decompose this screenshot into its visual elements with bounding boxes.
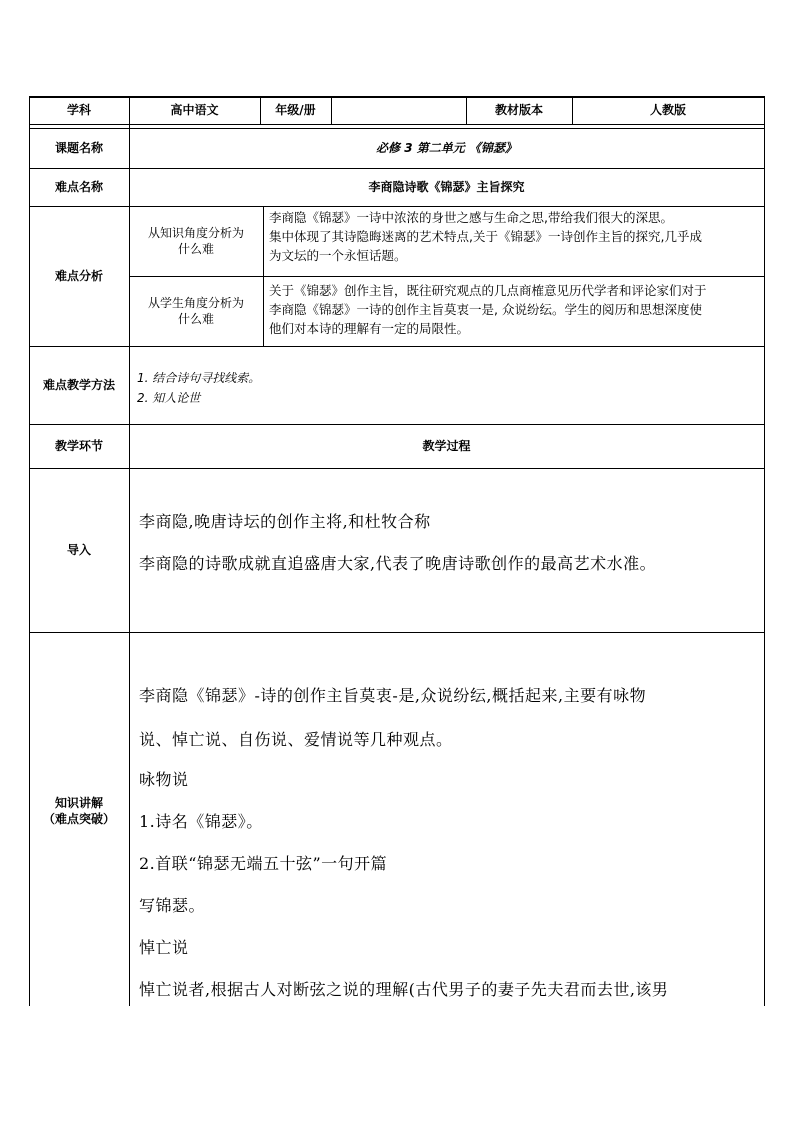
knowledge-line: 悼亡说 (139, 938, 189, 957)
grade-label: 年级/册 (275, 102, 316, 117)
knowledge-angle-line: 李商隐《锦瑟》一诗中浓浓的身世之感与生命之思,带给我们很大的深思。 (269, 210, 673, 225)
intro-line: 李商隐,晚唐诗坛的创作主将,和杜牧合称 (139, 512, 431, 531)
teaching-process-label: 教学过程 (422, 438, 471, 453)
knowledge-line: 2.首联“锦瑟无端五十弦”一句开篇 (139, 854, 388, 873)
teaching-stage-label: 教学环节 (54, 438, 103, 453)
knowledge-line: 1.诗名《锦瑟》。 (139, 812, 263, 831)
knowledge-line: 说、悼亡说、自伤说、爱情说等几种观点。 (139, 730, 453, 749)
edition-value: 人教版 (649, 102, 686, 117)
row-divider (29, 346, 765, 347)
intro-line: 李商隐的诗歌成就直追盛唐大家,代表了晚唐诗歌创作的最高艺术水准。 (139, 554, 657, 573)
edition-label: 教材版本 (494, 102, 543, 117)
lesson-plan-table (29, 96, 765, 1006)
knowledge-explanation-label (29, 786, 129, 836)
lesson-title-value: 必修 3 第二单元 《锦瑟》 (376, 140, 517, 155)
student-angle-line: 他们对本诗的理解有一定的局限性。 (269, 321, 470, 336)
knowledge-angle-label: 从知识角度分析为什么难 (147, 225, 244, 256)
knowledge-angle-line: 为文坛的一个永恒话题。 (269, 248, 407, 263)
student-angle-line: 李商隐《锦瑟》一诗的创作主旨莫衷一是, 众说纷纭。学生的阅历和思想深度使 (269, 302, 702, 317)
grade-value (331, 96, 466, 124)
knowledge-line: 李商隐《锦瑟》-诗的创作主旨莫衷-是,众说纷纭,概括起来,主要有咏物 (139, 686, 647, 705)
table-border-right (764, 96, 765, 1006)
knowledge-explanation-title: 知识讲解 (54, 795, 103, 810)
teaching-method-item: 2. 知人论世 (137, 391, 201, 405)
difficulty-analysis-label: 难点分析 (54, 268, 103, 283)
row-divider (29, 468, 765, 469)
row-divider (29, 124, 765, 125)
row-divider (29, 632, 765, 633)
intro-label: 导入 (66, 542, 91, 557)
knowledge-explanation-subtitle: （难点突破） (42, 812, 115, 826)
student-angle-line: 关于《锦瑟》创作主旨，既往研究观点的几点商榷意见历代学者和评论家们对于 (269, 283, 707, 298)
student-angle-label: 从学生角度分析为什么难 (147, 295, 244, 326)
teaching-method-label: 难点教学方法 (42, 377, 115, 392)
subject-label: 学科 (66, 102, 91, 117)
difficulty-name-label: 难点名称 (54, 179, 103, 194)
subject-value: 高中语文 (170, 102, 219, 117)
lesson-title-label: 课题名称 (54, 140, 103, 155)
column-divider (263, 206, 264, 346)
knowledge-line: 悼亡说者,根据古人对断弦之说的理解(古代男子的妻子先夫君而去世,该男 (139, 980, 669, 999)
difficulty-name-value: 李商隐诗歌《锦瑟》主旨探究 (368, 179, 525, 194)
knowledge-angle-line: 集中体现了其诗隐晦迷离的艺术特点,关于《锦瑟》一诗创作主旨的探究,几乎成 (269, 229, 702, 244)
knowledge-line: 写锦瑟。 (139, 896, 206, 915)
knowledge-line: 咏物说 (139, 770, 189, 789)
teaching-method-item: 1. 结合诗句寻找线索。 (137, 371, 261, 385)
